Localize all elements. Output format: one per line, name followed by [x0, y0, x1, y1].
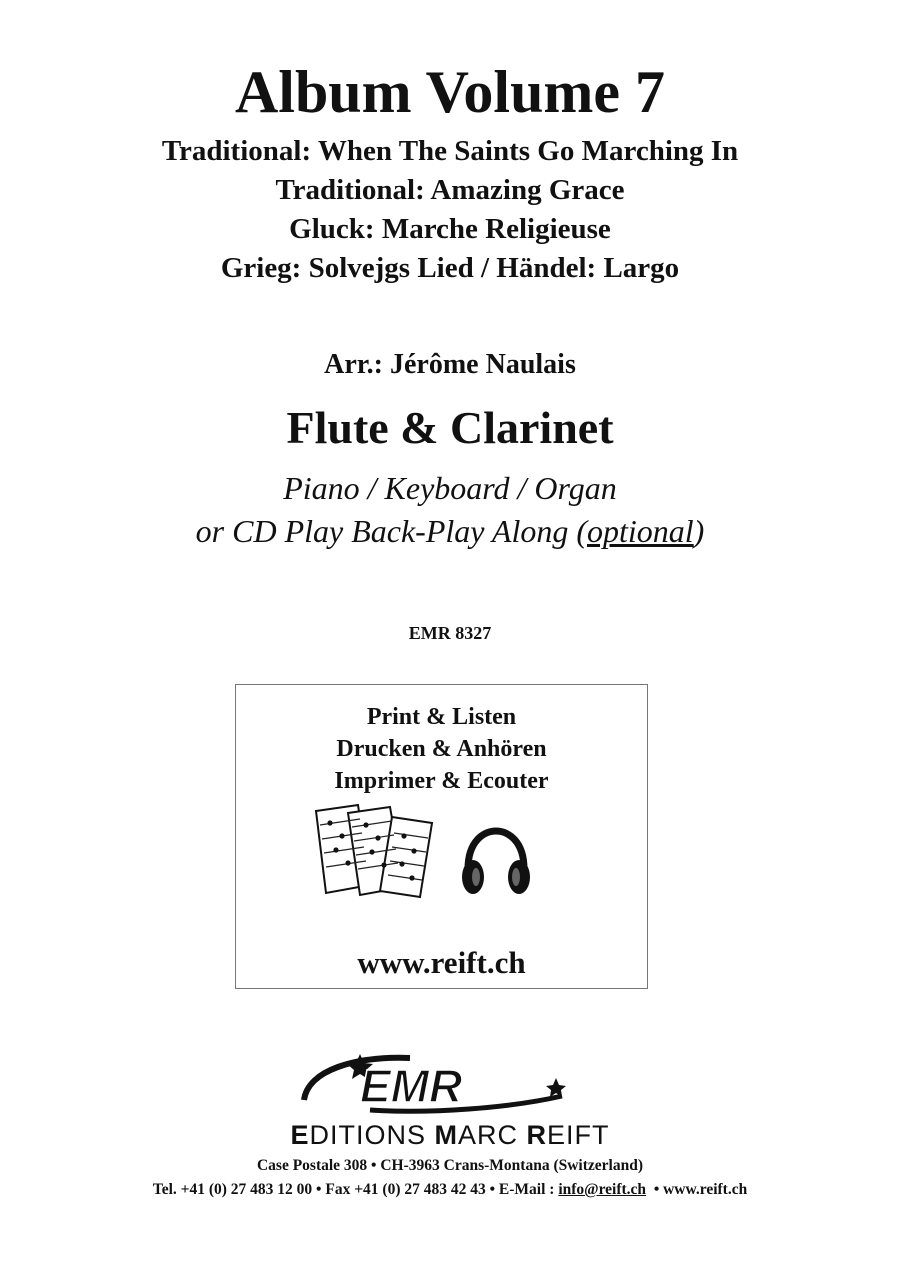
arranger: Arr.: Jérôme Naulais [324, 349, 576, 380]
album-title: Album Volume 7 [234, 59, 666, 125]
publisher-contact [0, 1180, 900, 1200]
piece-title: Gluck: Marche Religieuse [289, 213, 611, 245]
accompaniment-line-2 [0, 510, 900, 552]
print-box-line: Drucken & Anhören [336, 736, 547, 762]
optional-label: optional [586, 513, 694, 549]
print-listen-box [235, 684, 648, 989]
contact-website: • www.reift.ch [646, 1181, 748, 1198]
sheet-music-icon [308, 803, 438, 903]
publisher-name-part: DITIONS [309, 1120, 435, 1150]
instrumentation: Flute & Clarinet [286, 402, 614, 453]
headphones-icon [458, 825, 534, 901]
website-url[interactable]: www.reift.ch [357, 945, 526, 980]
accompaniment-suffix: ) [693, 513, 705, 549]
contact-phone-fax: Tel. +41 (0) 27 483 12 00 • Fax +41 (0) 27 483 42 43 • E-Mail : [152, 1181, 559, 1198]
catalog-number: EMR 8327 [408, 623, 492, 643]
piece-title: Grieg: Solvejgs Lied / Händel: Largo [220, 252, 680, 284]
publisher-name-part: M [434, 1120, 458, 1150]
publisher-name [0, 1118, 900, 1152]
print-box-line: Imprimer & Ecouter [334, 768, 549, 794]
emr-logo [300, 1052, 600, 1118]
emr-logo-text: EMR [360, 1060, 463, 1112]
publisher-name-part: R [526, 1120, 548, 1150]
publisher-name-part: E [290, 1120, 310, 1150]
accompaniment-prefix: or CD Play Back-Play Along ( [195, 513, 587, 549]
piece-title: Traditional: Amazing Grace [275, 174, 625, 206]
publisher-name-part: EIFT [547, 1120, 610, 1150]
publisher-address: Case Postale 308 • CH-3963 Crans-Montana (Switzerland) [256, 1157, 643, 1174]
accompaniment-line-1: Piano / Keyboard / Organ [283, 470, 617, 506]
piece-title: Traditional: When The Saints Go Marching In [161, 135, 739, 167]
print-box-line: Print & Listen [366, 704, 517, 730]
email-link[interactable]: info@reift.ch [558, 1181, 647, 1198]
publisher-name-part: ARC [458, 1120, 527, 1150]
